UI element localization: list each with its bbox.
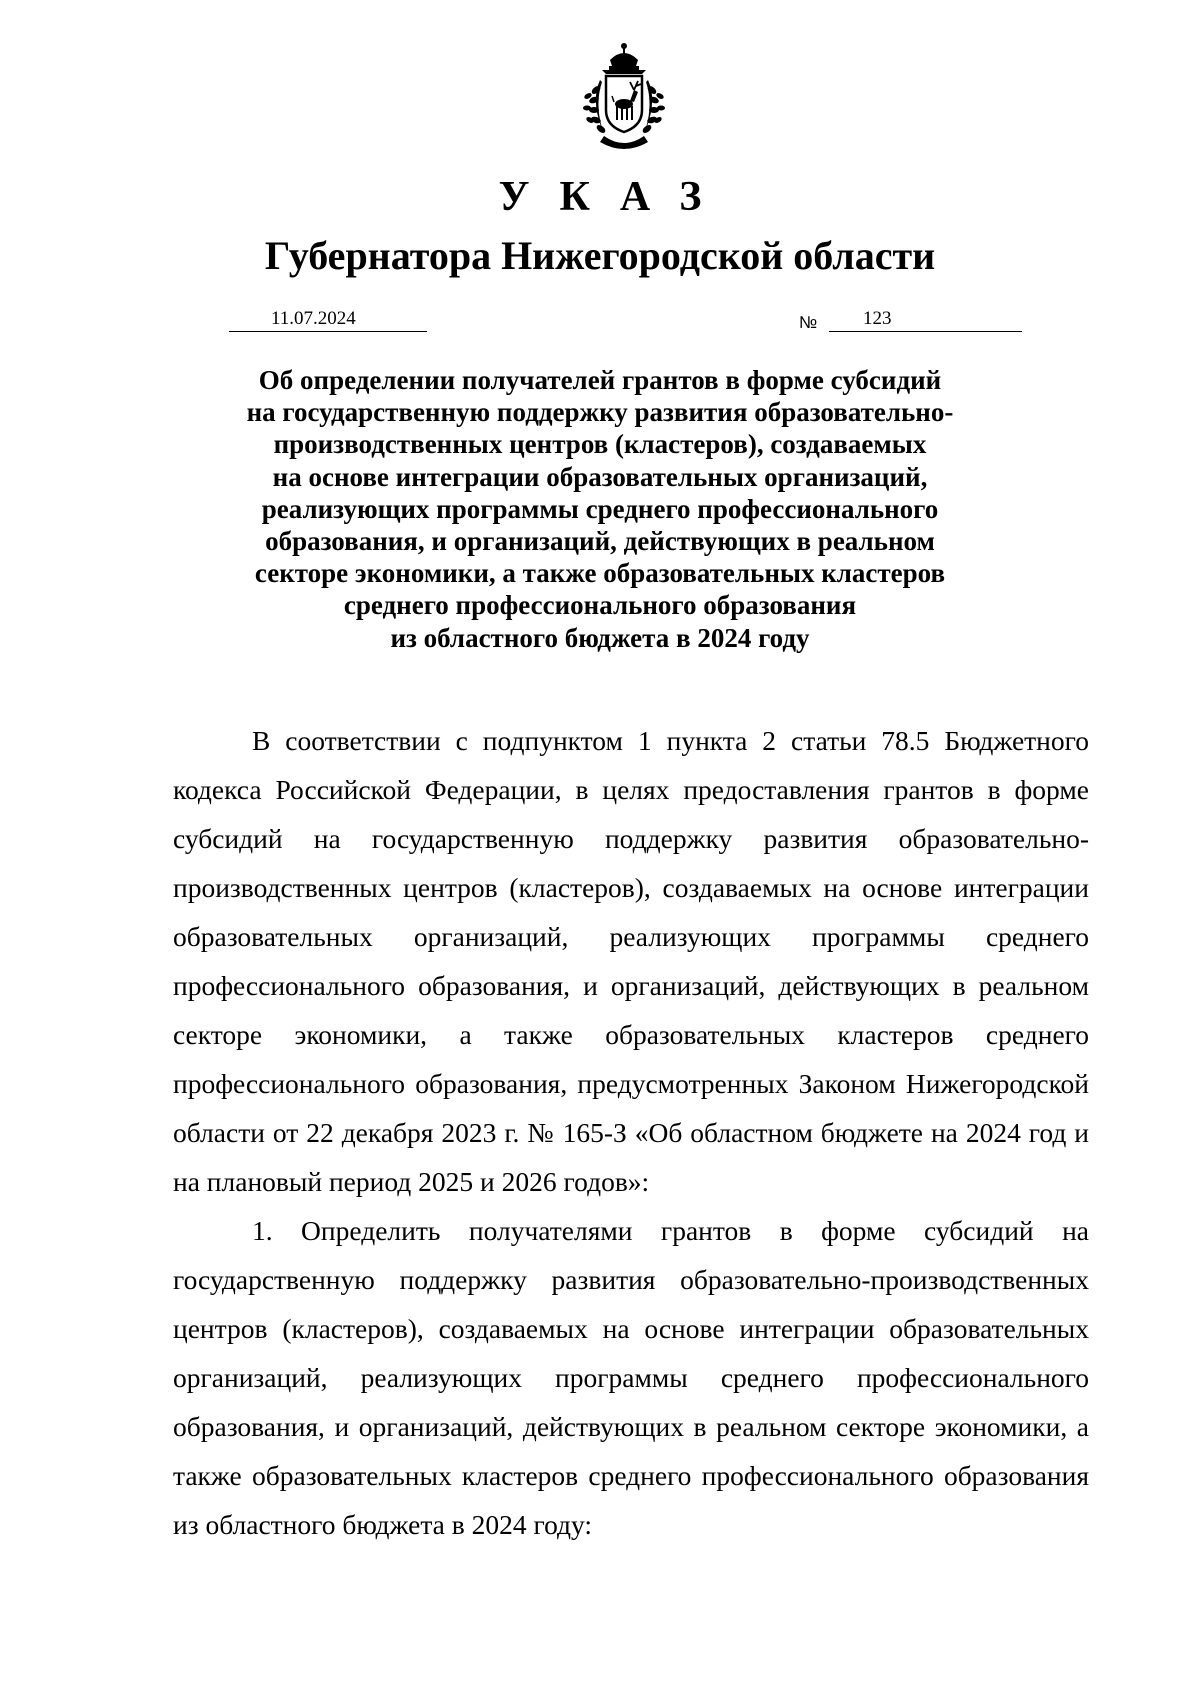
title-line: образования, и организаций, действующих в реальном bbox=[265, 526, 935, 557]
document-number: 123 bbox=[863, 308, 892, 329]
item-1-paragraph: 1. Определить получателями грантов в форме субсидий на государственную поддержку развития образовательно-производственных центров (кластеров), создаваемых на основе интеграции образовательных организаций, реализующих программы среднего профессионального образования, и организаций, действующих в реальном секторе экономики, а также образовательных кластеров среднего профессионального образования из областного бюджета в 2024 году: bbox=[173, 1215, 1089, 1540]
number-sign: № bbox=[799, 313, 818, 332]
title-line: среднего профессионального образования bbox=[343, 590, 857, 621]
nizhny-novgorod-coat-of-arms-icon bbox=[572, 40, 676, 156]
title-line: секторе экономики, а также образовательных кластеров bbox=[254, 558, 946, 589]
preamble-paragraph: В соответствии с подпунктом 1 пункта 2 статьи 78.5 Бюджетного кодекса Российской Федерации, в целях предоставления грантов в форме субсидий на государственную поддержку развития образовательно-производственных центров (кластеров), создаваемых на основе интеграции образовательных организаций, реализующих программы среднего профессионального образования, и организаций, действующих в реальном секторе экономики, а также образовательных кластеров среднего профессионального образования, предусмотренных Законом Нижегородской области от 22 декабря 2023 г. № 165-З «Об областном бюджете на 2024 год и на плановый период 2025 и 2026 годов»: bbox=[173, 725, 1089, 1197]
document-type-heading: УКАЗ bbox=[498, 174, 732, 220]
issuer-heading: Губернатора Нижегородской области bbox=[264, 233, 936, 278]
document-title bbox=[180, 364, 1020, 654]
coat-of-arms-emblem bbox=[572, 40, 676, 156]
title-line: на основе интеграции образовательных организаций, bbox=[272, 461, 928, 492]
document-date-field bbox=[229, 307, 427, 332]
title-line: Об определении получателей грантов в форме субсидий bbox=[258, 365, 942, 395]
title-line: реализующих программы среднего профессионального bbox=[261, 493, 939, 524]
title-line: производственных центров (кластеров), создаваемых bbox=[273, 429, 927, 460]
title-line: из областного бюджета в 2024 году bbox=[390, 622, 810, 653]
title-line: на государственную поддержку развития образовательно- bbox=[246, 397, 954, 428]
document-body bbox=[173, 716, 1089, 1549]
document-date: 11.07.2024 bbox=[271, 308, 356, 329]
document-number-field bbox=[829, 307, 1022, 332]
